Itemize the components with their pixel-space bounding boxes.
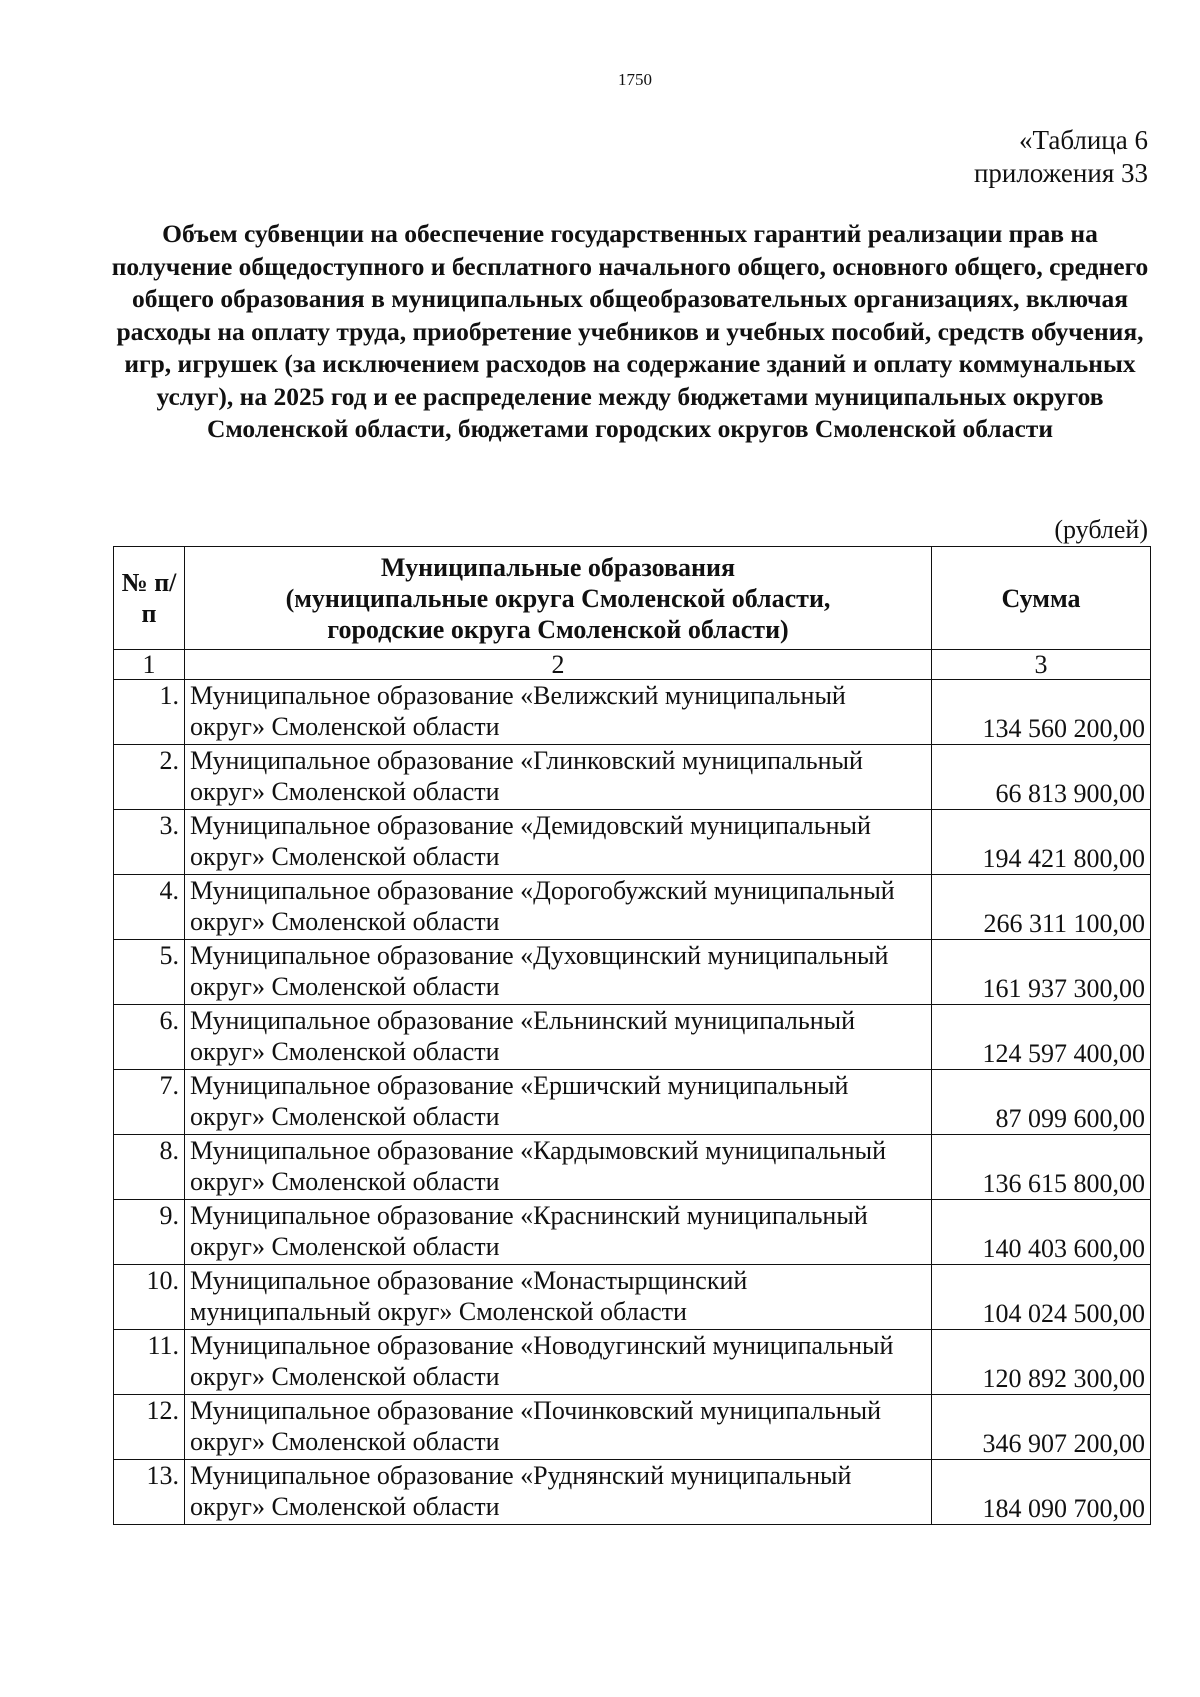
row-amount: 87 099 600,00 xyxy=(932,1070,1151,1135)
row-amount: 346 907 200,00 xyxy=(932,1395,1151,1460)
row-number: 1. xyxy=(114,680,185,745)
table-row xyxy=(114,875,1151,940)
table-row xyxy=(114,680,1151,745)
header-municipality-line2: (муниципальные округа Смоленской области, xyxy=(285,583,831,613)
row-number: 9. xyxy=(114,1200,185,1265)
header-number: № п/п xyxy=(114,547,185,650)
row-municipality: Муниципальное образование «Глинковский муниципальный округ» Смоленской области xyxy=(185,745,932,810)
row-number: 6. xyxy=(114,1005,185,1070)
header-municipality-line1: Муниципальные образования xyxy=(380,552,736,582)
column-number: 3 xyxy=(932,650,1151,680)
table-row xyxy=(114,1005,1151,1070)
row-amount: 266 311 100,00 xyxy=(932,875,1151,940)
row-municipality: Муниципальное образование «Ершичский муниципальный округ» Смоленской области xyxy=(185,1070,932,1135)
page-number: 1750 xyxy=(618,70,652,89)
header-amount: Сумма xyxy=(932,547,1151,650)
column-number: 2 xyxy=(185,650,932,680)
row-municipality: Муниципальное образование «Духовщинский муниципальный округ» Смоленской области xyxy=(185,940,932,1005)
table-row xyxy=(114,1330,1151,1395)
table-reference-line1: «Таблица 6 xyxy=(1019,125,1148,155)
row-amount: 124 597 400,00 xyxy=(932,1005,1151,1070)
subsidy-table xyxy=(113,546,1151,1525)
header-municipality-line3: городские округа Смоленской области) xyxy=(327,614,789,644)
row-amount: 104 024 500,00 xyxy=(932,1265,1151,1330)
table-row xyxy=(114,1200,1151,1265)
table-row xyxy=(114,1395,1151,1460)
row-number: 12. xyxy=(114,1395,185,1460)
row-municipality: Муниципальное образование «Ельнинский муниципальный округ» Смоленской области xyxy=(185,1005,932,1070)
row-municipality: Муниципальное образование «Демидовский муниципальный округ» Смоленской области xyxy=(185,810,932,875)
row-number: 7. xyxy=(114,1070,185,1135)
row-municipality: Муниципальное образование «Починковский муниципальный округ» Смоленской области xyxy=(185,1395,932,1460)
row-municipality: Муниципальное образование «Кардымовский муниципальный округ» Смоленской области xyxy=(185,1135,932,1200)
units-label: (рублей) xyxy=(1054,515,1148,544)
row-amount: 66 813 900,00 xyxy=(932,745,1151,810)
column-number-row xyxy=(114,650,1151,680)
row-municipality: Муниципальное образование «Руднянский муниципальный округ» Смоленской области xyxy=(185,1460,932,1525)
table-header-row xyxy=(114,547,1151,650)
row-amount: 120 892 300,00 xyxy=(932,1330,1151,1395)
header-municipality xyxy=(185,547,932,650)
column-number: 1 xyxy=(114,650,185,680)
row-number: 10. xyxy=(114,1265,185,1330)
document-title: Объем субвенции на обеспечение государственных гарантий реализации прав на получение общедоступного и бесплатного начального общего, основного общего, среднего общего образования в муниципальных общеобразовательных организациях, включая расходы на оплату труда, приобретение учебников и учебных пособий, средств обучения, игр, игрушек (за исключением расходов на содержание зданий и оплату коммунальных услуг), на 2025 год и ее распределение между бюджетами муниципальных округов Смоленской области, бюджетами городских округов Смоленской области xyxy=(111,219,1149,443)
row-amount: 136 615 800,00 xyxy=(932,1135,1151,1200)
row-number: 11. xyxy=(114,1330,185,1395)
row-number: 5. xyxy=(114,940,185,1005)
row-municipality: Муниципальное образование «Монастырщинский муниципальный округ» Смоленской области xyxy=(185,1265,932,1330)
table-row xyxy=(114,1135,1151,1200)
table-row xyxy=(114,940,1151,1005)
table-row xyxy=(114,1265,1151,1330)
row-amount: 184 090 700,00 xyxy=(932,1460,1151,1525)
table-row xyxy=(114,745,1151,810)
row-number: 4. xyxy=(114,875,185,940)
table-row xyxy=(114,810,1151,875)
table-row xyxy=(114,1070,1151,1135)
row-amount: 140 403 600,00 xyxy=(932,1200,1151,1265)
row-number: 3. xyxy=(114,810,185,875)
row-number: 13. xyxy=(114,1460,185,1525)
row-municipality: Муниципальное образование «Дорогобужский муниципальный округ» Смоленской области xyxy=(185,875,932,940)
table-reference xyxy=(974,124,1148,190)
table-row xyxy=(114,1460,1151,1525)
row-municipality: Муниципальное образование «Новодугинский муниципальный округ» Смоленской области xyxy=(185,1330,932,1395)
row-amount: 134 560 200,00 xyxy=(932,680,1151,745)
row-amount: 161 937 300,00 xyxy=(932,940,1151,1005)
row-number: 8. xyxy=(114,1135,185,1200)
table-reference-line2: приложения 33 xyxy=(973,158,1148,188)
row-number: 2. xyxy=(114,745,185,810)
row-amount: 194 421 800,00 xyxy=(932,810,1151,875)
row-municipality: Муниципальное образование «Краснинский муниципальный округ» Смоленской области xyxy=(185,1200,932,1265)
row-municipality: Муниципальное образование «Велижский муниципальный округ» Смоленской области xyxy=(185,680,932,745)
